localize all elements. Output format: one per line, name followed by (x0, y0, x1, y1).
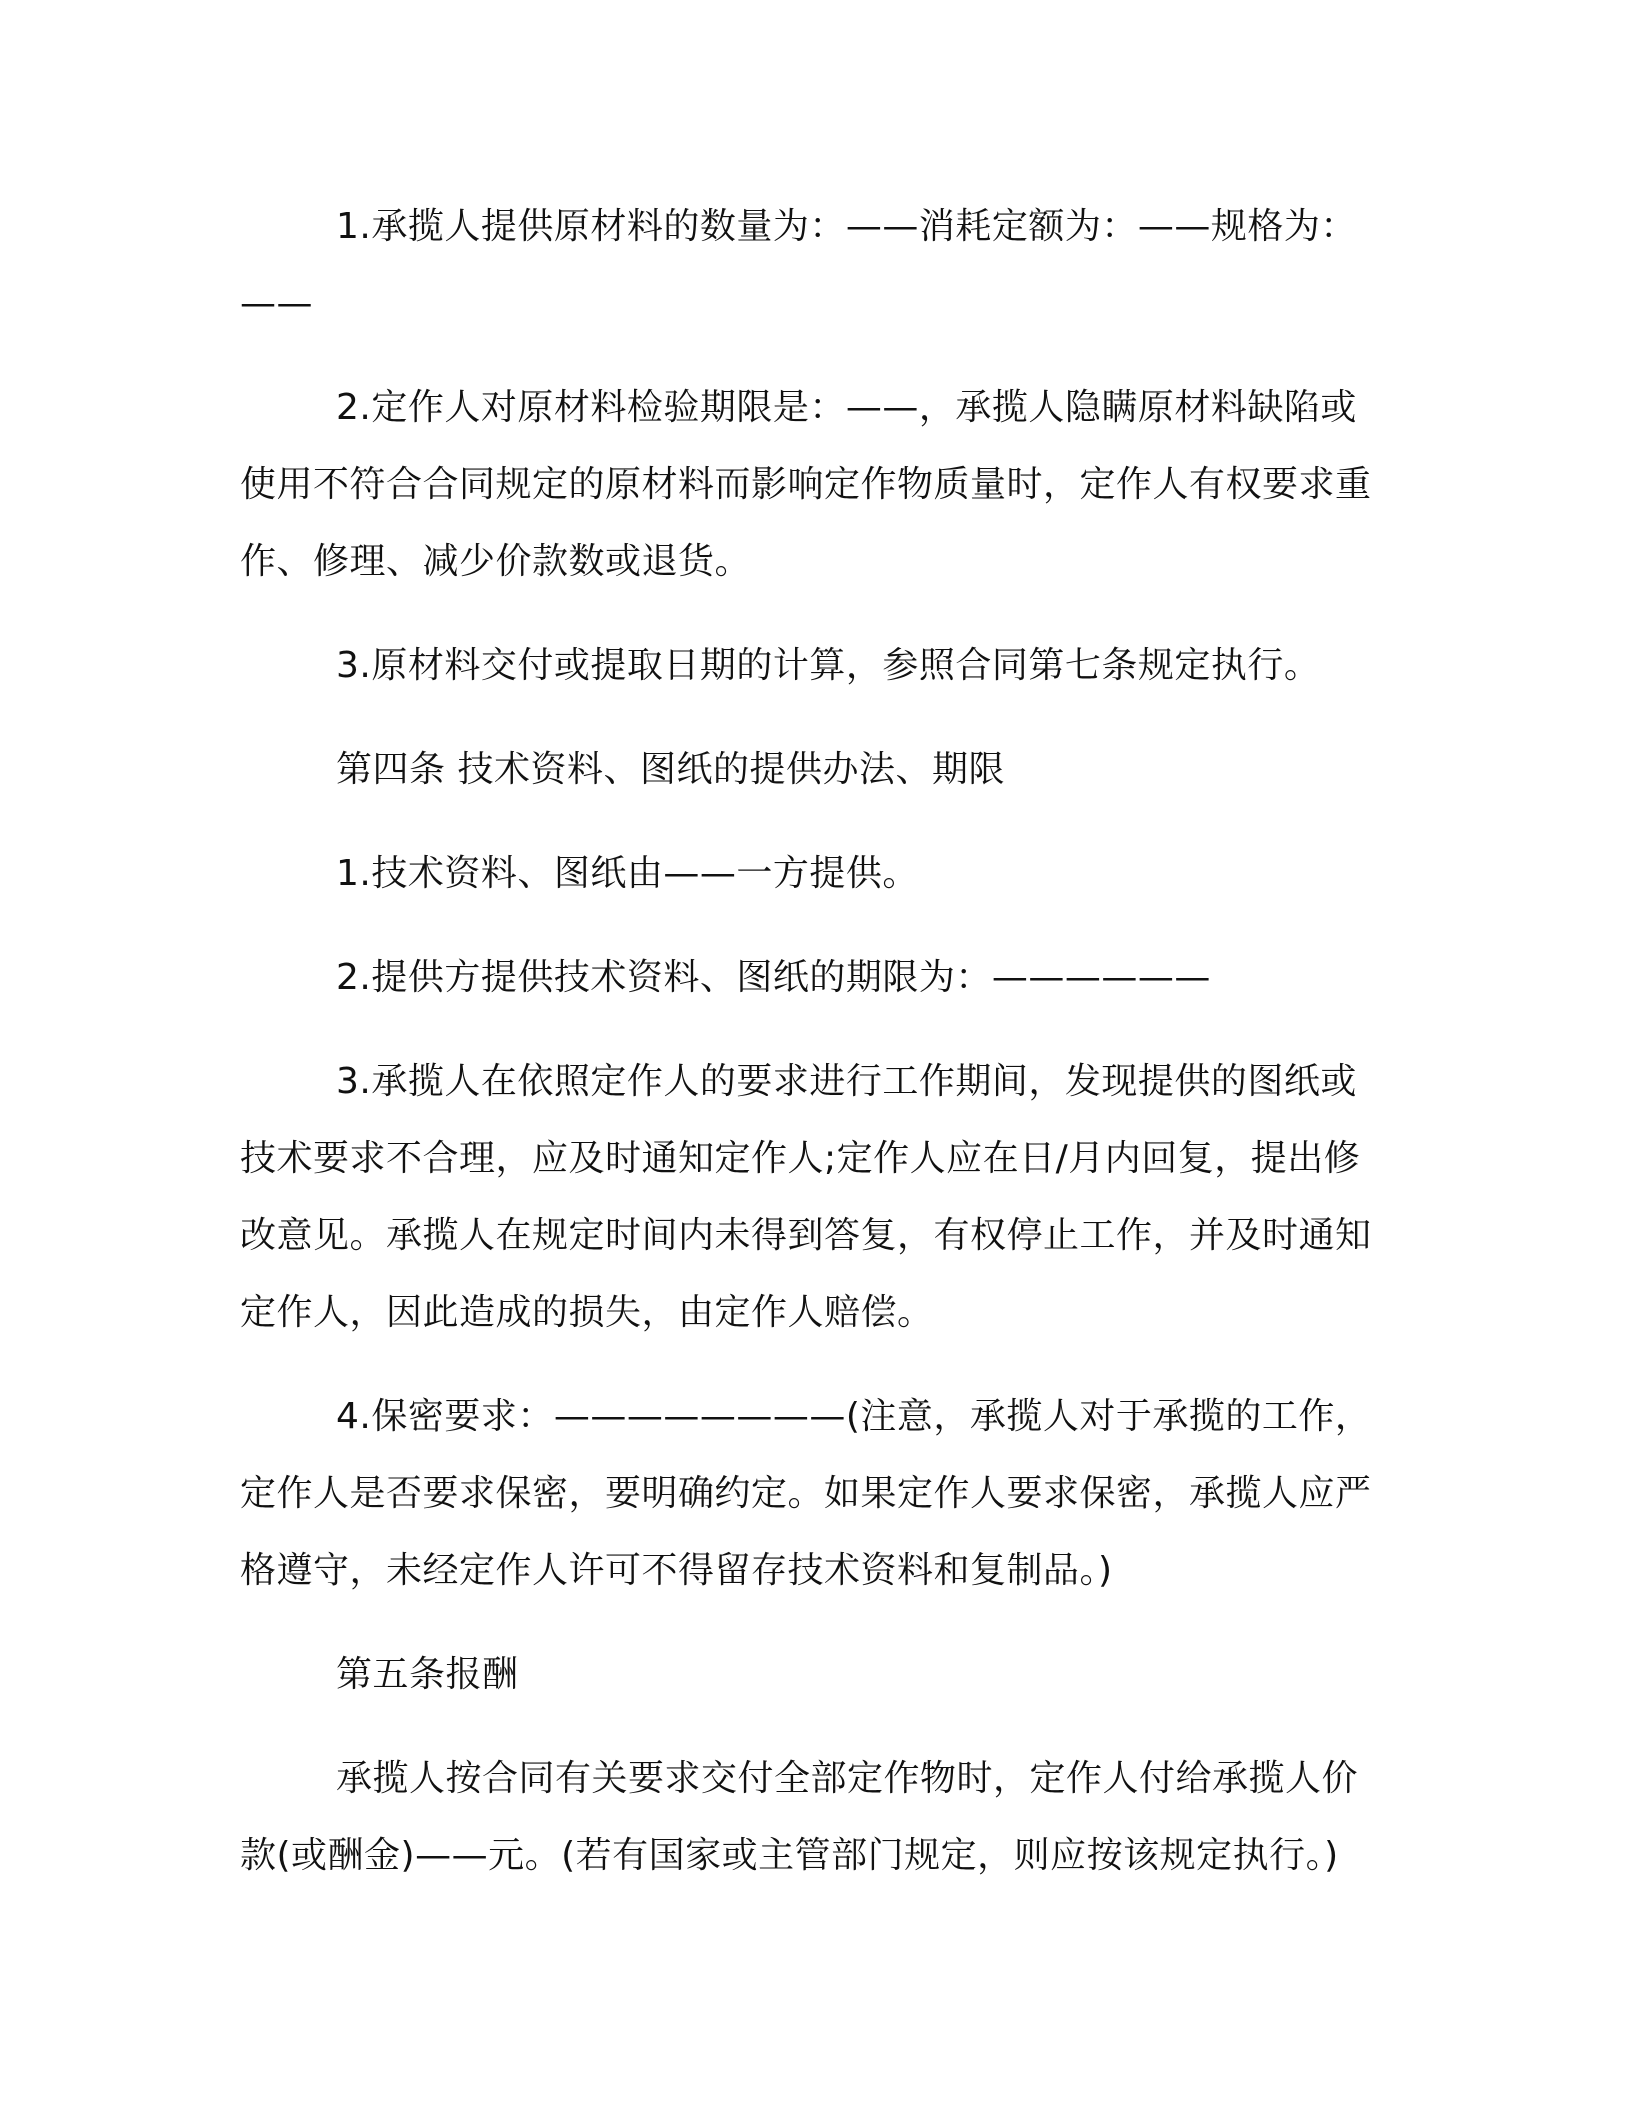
article-4-heading: 第四条 技术资料、图纸的提供办法、期限 (336, 749, 1005, 790)
clause-drawings-deadline: 2.提供方提供技术资料、图纸的期限为：—————— (336, 957, 1211, 998)
clause-materials-inspection: 2.定作人对原材料检验期限是：——，承揽人隐瞒原材料缺陷或使用不符合合同规定的原材料而影响定作物质量时，定作人有权要求重作、修理、减少价款数或退货。 (240, 387, 1372, 582)
contract-body (240, 188, 1380, 1921)
article-5-heading: 第五条报酬 (336, 1654, 519, 1695)
clause-materials-quantity: 1.承揽人提供原材料的数量为：——消耗定额为：——规格为：—— (240, 206, 1357, 324)
clause-drawings-issues: 3.承揽人在依照定作人的要求进行工作期间，发现提供的图纸或技术要求不合理，应及时通知定作人;定作人应在日/月内回复，提出修改意见。承揽人在规定时间内未得到答复，有权停止工作，并及时通知定作人，因此造成的损失，由定作人赔偿。 (240, 1061, 1372, 1333)
clause-drawings-provider: 1.技术资料、图纸由——一方提供。 (336, 853, 919, 894)
clause-materials-delivery-date: 3.原材料交付或提取日期的计算，参照合同第七条规定执行。 (336, 645, 1321, 686)
clause-confidentiality: 4.保密要求：————————(注意，承揽人对于承揽的工作，定作人是否要求保密，要明确约定。如果定作人要求保密，承揽人应严格遵守，未经定作人许可不得留存技术资料和复制品。) (240, 1396, 1372, 1591)
clause-remuneration: 承揽人按合同有关要求交付全部定作物时，定作人付给承揽人价款(或酬金)——元。(若有国家或主管部门规定，则应按该规定执行。) (240, 1758, 1359, 1876)
